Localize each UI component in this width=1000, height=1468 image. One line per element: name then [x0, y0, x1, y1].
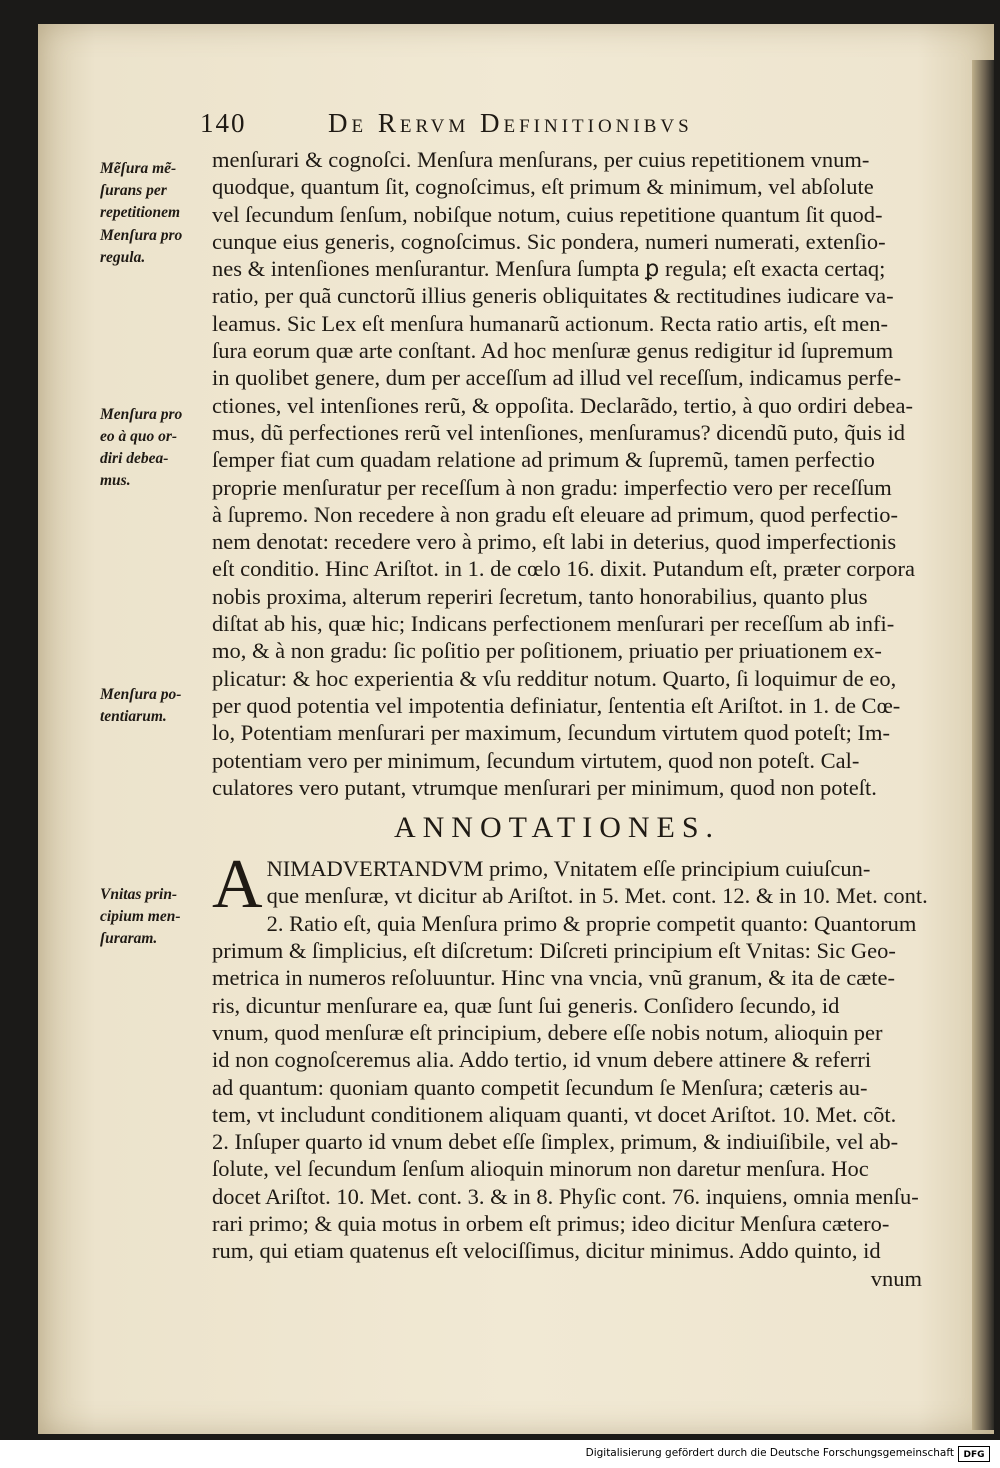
page-edge-shadow [972, 60, 994, 1430]
page-number: 140 [200, 108, 247, 138]
text-line: per quod potentia vel impotentia definiatur, ſententia eſt Ariſtot. in 1. de Cœ- [212, 692, 901, 718]
text-line: potentiam vero per minimum, ſecundum virtutem, quod non poteſt. Cal- [212, 747, 860, 773]
text-line: menſurari & cognoſci. Menſura menſurans, per cuius repetitionem vnum- [212, 147, 870, 172]
text-line: nobis proxima, alterum reperiri ſecretum, tanto honorabilius, quanto plus [212, 583, 868, 609]
text-line: id non cognoſceremus alia. Addo tertio, id vnum debere attinere & referri [212, 1047, 872, 1073]
margin-note: Menſura pro regula. [100, 227, 183, 266]
text-line: quodque, quantum ſit, cognoſcimus, eſt primum & minimum, vel abſolute [212, 174, 874, 200]
margin-note: Mẽſura mẽ- ſurans per repetitionem [100, 160, 181, 221]
text-line: primum & ſimplicius, eſt diſcretum: Diſcreti principium eſt Vnitas: Sic Geo- [212, 938, 896, 964]
text-line: ſura eorum quæ arte conſtant. Ad hoc menſuræ genus redigitur id ſupremum [212, 338, 894, 364]
text-line: 2. Inſuper quarto id vnum debet eſſe ſimplex, primum, & indiuiſibile, vel ab- [212, 1129, 899, 1155]
text-line: nes & intenſiones menſurantur. Menſura ſumpta ꝑ regula; eſt exacta certaq; [212, 256, 886, 282]
text-line: ſemper fiat cum quadam relatione ad primum & ſupremũ, tamen perfectio [212, 447, 875, 473]
text-line: ſolute, vel ſecundum ſenſum alioquin minorum non daretur menſura. Hoc [212, 1156, 869, 1182]
text-line: 2. Ratio eſt, quia Menſura primo & proprie competit quanto: Quantorum [266, 910, 917, 936]
text-line: tem, vt includunt conditionem aliquam quanti, vt docet Ariſtot. 10. Met. cõt. [212, 1101, 897, 1127]
dfg-logo-icon: DFG [958, 1446, 990, 1462]
text-line: proprie menſuratur per receſſum à non gradu: imperfectio vero per receſſum [212, 474, 892, 500]
catchword: vnum [870, 1265, 922, 1291]
text-line: rari primo; & quia motus in orbem eſt primus; ideo dicitur Menſura cætero- [212, 1210, 890, 1236]
text-line: NIMADVERTANDVM primo, Vnitatem eſſe principium cuiuſcun- [266, 856, 871, 882]
text-line: lo, Potentiam menſurari per maximum, ſecundum virtutem quod poteſt; Im- [212, 720, 890, 746]
text-line: culatores vero putant, vtrumque menſurari per minimum, quod non poteſt. [212, 774, 877, 800]
text-line: cunque eius generis, cognoſcimus. Sic pondera, numeri numerati, extenſio- [212, 228, 886, 254]
text-line: diſtat ab his, quæ hic; Indicans perfectionem menſurari per receſſum ab infi- [212, 611, 895, 637]
running-title: De Rervm Definitionibvs [328, 108, 693, 138]
text-line: ratio, per quã cunctorũ illius generis obliquitates & rectitudines iudicare va- [212, 283, 894, 309]
text-line: nem denotat: recedere vero à primo, eſt labi in deterius, quod imperfectionis [212, 529, 897, 555]
text-line: ad quantum: quoniam quanto competit ſecundum ſe Menſura; cæteris au- [212, 1074, 868, 1100]
drop-cap: A [212, 846, 263, 924]
running-head [200, 108, 860, 142]
text-line: que menſuræ, vt dicitur ab Ariſtot. in 5. Met. cont. 12. & in 10. Met. cont. [266, 883, 928, 909]
footer-bar [0, 1440, 1000, 1468]
text-line: eſt conditio. Hinc Ariſtot. in 1. de cœlo 16. dixit. Putandum eſt, præter corpora [212, 556, 916, 582]
text-line: metrica in numeros reſoluuntur. Hinc vna vncia, vnũ granum, & ita de cæte- [212, 965, 895, 991]
text-line: docet Ariſtot. 10. Met. cont. 3. & in 8. Phyſic cont. 76. inquiens, omnia menſu- [212, 1183, 919, 1209]
text-line: ris, dicuntur menſurare ea, quæ ſunt ſui generis. Conſidero ſecundo, id [212, 992, 840, 1018]
text-line: mo, & à non gradu: ſic poſitio per poſitionem, priuatio per priuationem ex- [212, 638, 882, 664]
text-line: in quolibet genere, dum per acceſſum ad illud vel receſſum, indicamus perfe- [212, 365, 902, 391]
section-heading: ANNOTATIONES. [393, 811, 721, 845]
margin-note: Vnitas prin- cipium men- ſuraram. [100, 886, 181, 947]
text-line: vel ſecundum ſenſum, nobiſque notum, cuius repetitione quantum ſit quod- [212, 201, 883, 227]
margin-note: Menſura pro eo à quo or- diri debea- mus. [100, 406, 183, 489]
text-line: leamus. Sic Lex eſt menſura humanarũ actionum. Recta ratio artis, eſt men- [212, 310, 889, 336]
text-line: mus, dũ perfectiones rerũ vel intenſiones, menſuramus? dicendũ puto, q̃uis id [212, 419, 905, 445]
text-line: plicatur: & hoc experientia & vſu redditur notum. Quarto, ſi loquimur de eo, [212, 665, 897, 691]
text-line: à ſupremo. Non recedere à non gradu eſt eleuare ad primum, quod perfectio- [212, 501, 898, 527]
margin-note: Menſura po- tentiarum. [100, 686, 182, 725]
text-line: rum, qui etiam quatenus eſt velociſſimus, dicitur minimus. Addo quinto, id [212, 1238, 881, 1264]
funding-notice: Digitalisierung gefördert durch die Deutsche Forschungsgemeinschaft [585, 1447, 954, 1459]
text-line: vnum, quod menſuræ eſt principium, debere eſſe nobis notum, alioquin per [212, 1019, 883, 1045]
main-text [212, 146, 962, 1292]
text-line: ctiones, vel intenſiones rerũ, & oppoſita. Declarãdo, tertio, à quo ordiri debea- [212, 392, 914, 418]
